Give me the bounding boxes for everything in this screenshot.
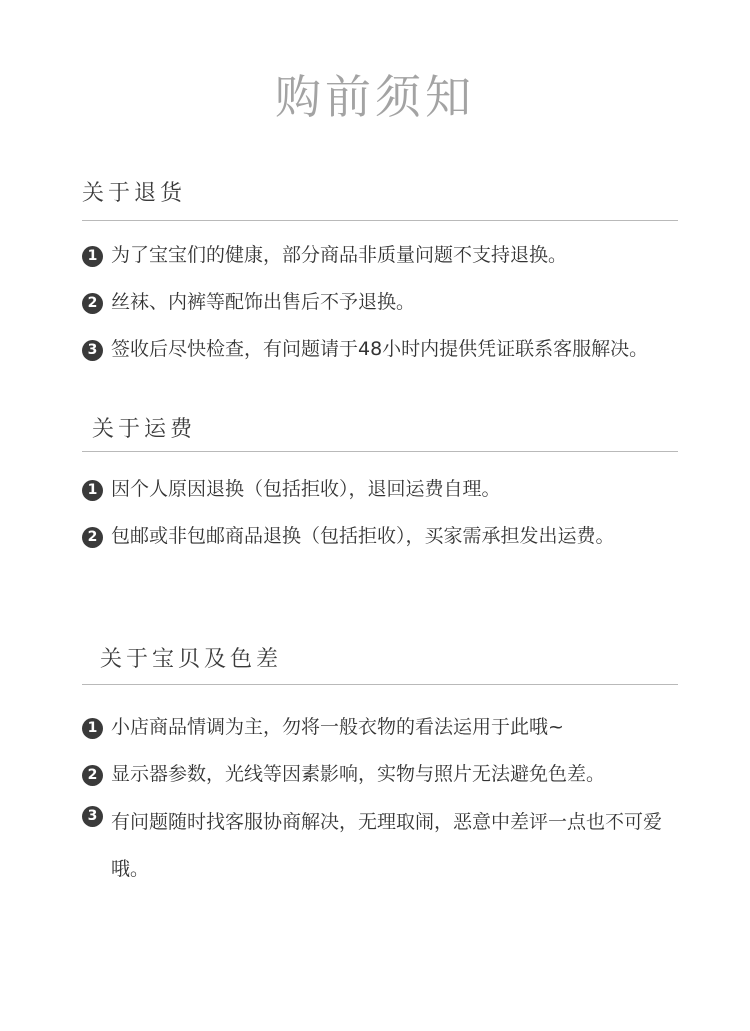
section-heading-product-color: 关于宝贝及色差 bbox=[100, 647, 283, 672]
item-text: 签收后尽快检查，有问题请于48小时内提供凭证联系客服解决。 bbox=[111, 338, 649, 360]
divider bbox=[82, 451, 678, 452]
divider bbox=[82, 684, 678, 685]
item-text: 丝袜、内裤等配饰出售后不予退换。 bbox=[111, 291, 416, 313]
section-heading-returns: 关于退货 bbox=[82, 181, 187, 206]
number-one-icon: 1 bbox=[82, 480, 103, 501]
divider bbox=[82, 220, 678, 221]
number-two-icon: 2 bbox=[82, 293, 103, 314]
number-two-icon: 2 bbox=[82, 527, 103, 548]
page-title: 购前须知 bbox=[275, 70, 475, 124]
number-three-icon: 3 bbox=[82, 806, 103, 827]
item-text: 为了宝宝们的健康，部分商品非质量问题不支持退换。 bbox=[111, 244, 568, 266]
section-heading-shipping: 关于运费 bbox=[92, 417, 197, 442]
item-text: 小店商品情调为主，勿将一般衣物的看法运用于此哦~ bbox=[111, 716, 564, 738]
number-three-icon: 3 bbox=[82, 340, 103, 361]
item-text: 显示器参数，光线等因素影响，实物与照片无法避免色差。 bbox=[111, 763, 606, 785]
item-text: 因个人原因退换（包括拒收），退回运费自理。 bbox=[111, 478, 501, 500]
number-one-icon: 1 bbox=[82, 246, 103, 267]
item-text: 有问题随时找客服协商解决，无理取闹，恶意中差评一点也不可爱哦。 bbox=[111, 811, 663, 880]
number-two-icon: 2 bbox=[82, 765, 103, 786]
number-one-icon: 1 bbox=[82, 718, 103, 739]
item-text: 包邮或非包邮商品退换（包括拒收），买家需承担发出运费。 bbox=[111, 525, 615, 547]
